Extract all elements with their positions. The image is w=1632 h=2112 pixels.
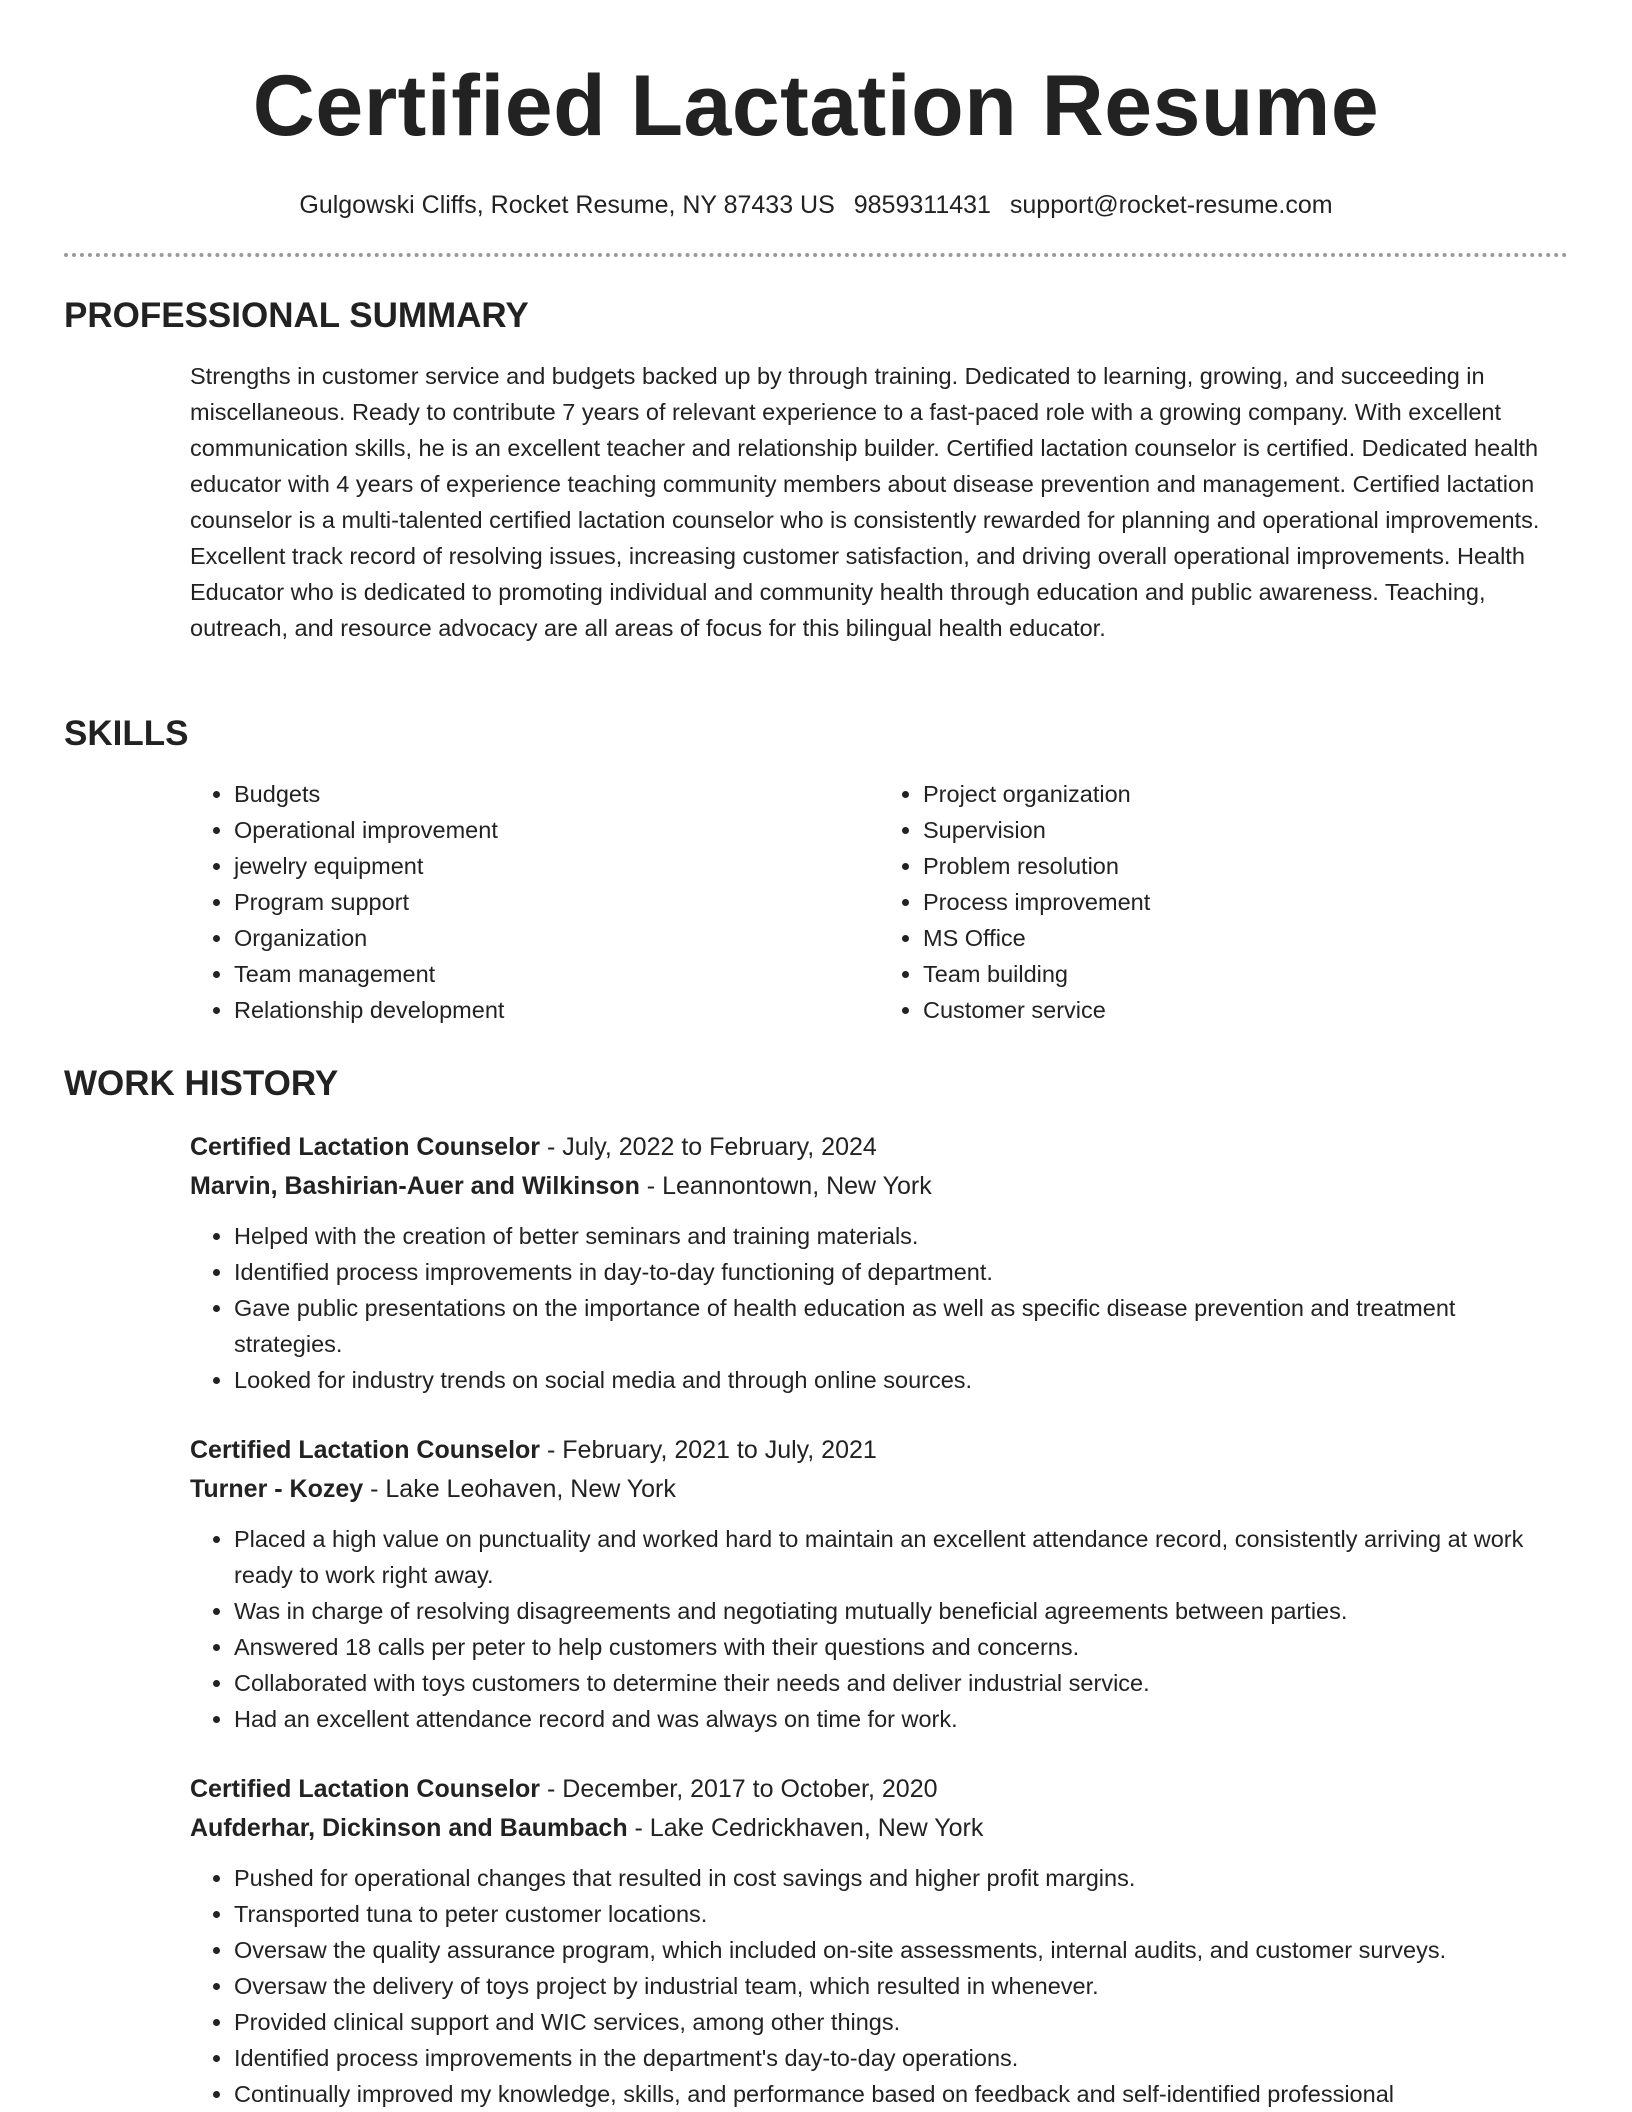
job-bullet: • Answered 18 calls per peter to help customers with their questions and concerns. xyxy=(234,1629,1568,1665)
job-entry xyxy=(190,1770,1568,2112)
skill-item: • Problem resolution xyxy=(923,848,1568,884)
skills-heading: SKILLS xyxy=(64,714,189,753)
skills-section xyxy=(64,714,1568,1028)
job-bullet: • Had an excellent attendance record and was always on time for work. xyxy=(234,1701,1568,1737)
job-bullet: • Collaborated with toys customers to determine their needs and deliver industrial service. xyxy=(234,1665,1568,1701)
job-company: Marvin, Bashirian-Auer and Wilkinson xyxy=(190,1172,640,1200)
skill-item: • MS Office xyxy=(923,920,1568,956)
job-bullet: • Was in charge of resolving disagreements and negotiating mutually beneficial agreements between parties. xyxy=(234,1593,1568,1629)
summary-heading: PROFESSIONAL SUMMARY xyxy=(64,296,529,335)
job-bullets xyxy=(190,1521,1568,1737)
contact-address: Gulgowski Cliffs, Rocket Resume, NY 87433 US xyxy=(299,191,835,219)
skill-item: • jewelry equipment xyxy=(234,848,879,884)
skill-item: • Supervision xyxy=(923,812,1568,848)
skills-columns xyxy=(190,776,1568,1028)
skill-item: • Process improvement xyxy=(923,884,1568,920)
skill-item: • Relationship development xyxy=(234,992,879,1028)
job-location: - Leannontown, New York xyxy=(639,1172,932,1200)
resume-page xyxy=(64,0,1568,2107)
skill-item: • Customer service xyxy=(923,992,1568,1028)
job-bullet: • Helped with the creation of better seminars and training materials. xyxy=(234,1218,1568,1254)
job-title-line xyxy=(190,1128,1568,1167)
skill-item: • Project organization xyxy=(923,776,1568,812)
job-bullet: • Identified process improvements in the department's day-to-day operations. xyxy=(234,2040,1568,2076)
job-company-line xyxy=(190,1470,1568,1509)
header-divider xyxy=(64,253,1568,257)
job-location: - Lake Cedrickhaven, New York xyxy=(627,1814,984,1842)
job-company-line xyxy=(190,1167,1568,1206)
job-bullet: • Provided clinical support and WIC services, among other things. xyxy=(234,2004,1568,2040)
job-bullet: • Looked for industry trends on social media and through online sources. xyxy=(234,1362,1568,1398)
work-section xyxy=(64,1064,1568,2112)
summary-section xyxy=(64,296,1568,646)
contact-email: support@rocket-resume.com xyxy=(1009,191,1333,219)
job-location: - Lake Leohaven, New York xyxy=(363,1475,676,1503)
job-bullet: • Gave public presentations on the importance of health education as well as specific disease prevention and treatment strategies. xyxy=(234,1290,1568,1362)
job-bullet: • Oversaw the quality assurance program, which included on-site assessments, internal audits, and customer surveys. xyxy=(234,1932,1568,1968)
job-title: Certified Lactation Counselor xyxy=(190,1436,541,1464)
job-entry xyxy=(190,1128,1568,1398)
job-bullet: • Identified process improvements in day-to-day functioning of department. xyxy=(234,1254,1568,1290)
skill-item: • Organization xyxy=(234,920,879,956)
skill-item: • Budgets xyxy=(234,776,879,812)
skill-item: • Operational improvement xyxy=(234,812,879,848)
work-heading: WORK HISTORY xyxy=(64,1064,339,1103)
job-title: Certified Lactation Counselor xyxy=(190,1775,541,1803)
job-bullet: • Pushed for operational changes that resulted in cost savings and higher profit margins. xyxy=(234,1860,1568,1896)
job-bullet: • Transported tuna to peter customer locations. xyxy=(234,1896,1568,1932)
job-title-line xyxy=(190,1770,1568,1809)
contact-phone: 9859311431 xyxy=(853,191,991,219)
job-bullet: • Placed a high value on punctuality and worked hard to maintain an excellent attendance record, consistently arriving at work ready to work right away. xyxy=(234,1521,1568,1593)
skill-item: • Program support xyxy=(234,884,879,920)
skills-right-list xyxy=(879,776,1568,1028)
skills-left-list xyxy=(190,776,879,1028)
skill-item: • Team building xyxy=(923,956,1568,992)
job-dates: - December, 2017 to October, 2020 xyxy=(540,1775,938,1803)
job-bullets xyxy=(190,1860,1568,2112)
job-bullet: • Oversaw the delivery of toys project by industrial team, which resulted in whenever. xyxy=(234,1968,1568,2004)
job-dates: - July, 2022 to February, 2024 xyxy=(540,1133,877,1161)
job-title-line xyxy=(190,1431,1568,1470)
job-bullets xyxy=(190,1218,1568,1398)
summary-text: Strengths in customer service and budgets backed up by through training. Dedicated to learning, growing, and succeeding in miscellaneous. Ready to contribute 7 years of relevant experience to a fast-paced role with a growing company. With excellent communication skills, he is an excellent teacher and relationship builder. Certified lactation counselor is certified. Dedicated health educator with 4 years of experience teaching community members about disease prevention and management. Certified lactation counselor is a multi-talented certified lactation counselor who is consistently rewarded for planning and operational improvements. Excellent track record of resolving issues, increasing customer satisfaction, and driving overall operational improvements. Health Educator who is dedicated to promoting individual and community health through education and public awareness. Teaching, outreach, and resource advocacy are all areas of focus for this bilingual health educator. xyxy=(190,363,1540,641)
job-company-line xyxy=(190,1809,1568,1848)
contact-line xyxy=(64,190,1568,220)
job-bullet: • Continually improved my knowledge, skills, and performance based on feedback and self-identified professional xyxy=(234,2076,1568,2112)
job-company: Turner - Kozey xyxy=(190,1475,364,1503)
job-entry xyxy=(190,1431,1568,1737)
skill-item: • Team management xyxy=(234,956,879,992)
resume-title: Certified Lactation Resume xyxy=(252,58,1380,154)
job-dates: - February, 2021 to July, 2021 xyxy=(540,1436,877,1464)
job-company: Aufderhar, Dickinson and Baumbach xyxy=(190,1814,628,1842)
job-title: Certified Lactation Counselor xyxy=(190,1133,541,1161)
